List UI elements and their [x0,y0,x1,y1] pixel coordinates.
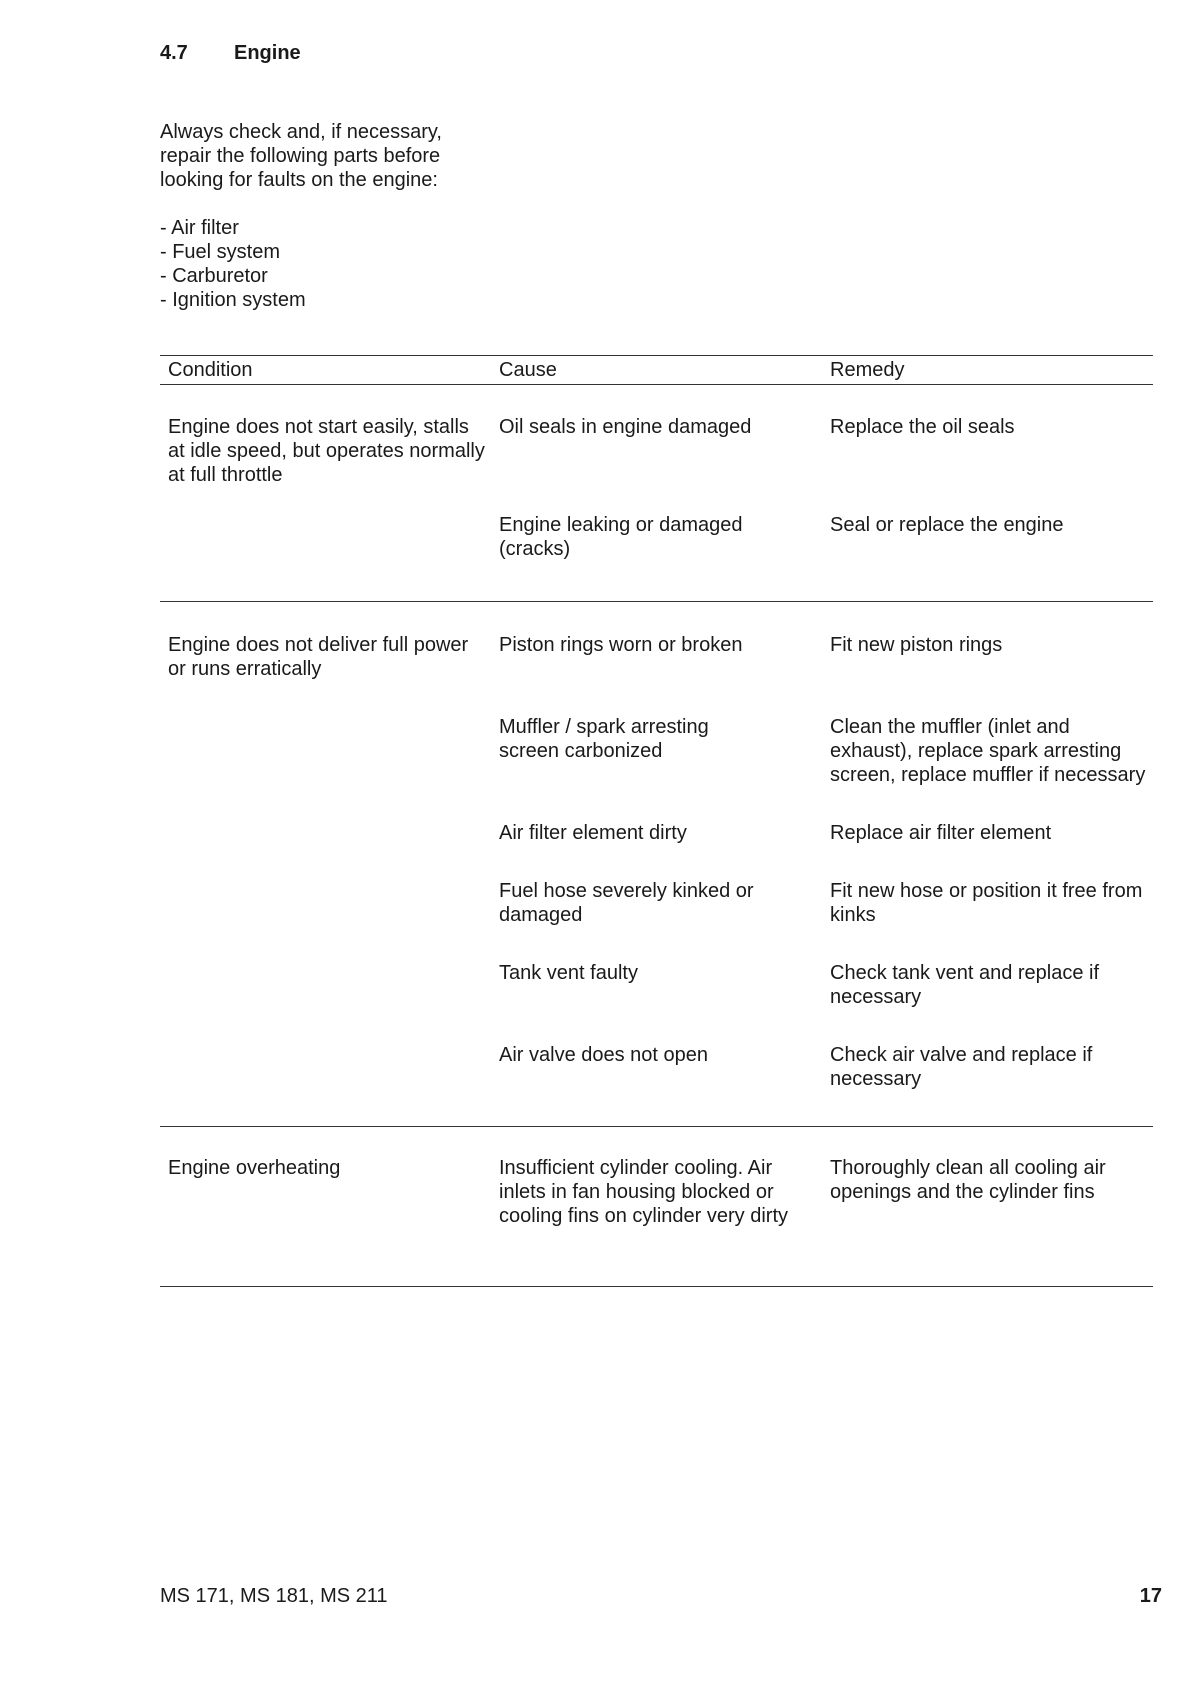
cause-cell: Insufficient cylinder cooling. Air inlets in fan housing blocked or cooling fins on cylinder very dirty [499,1157,789,1227]
check-list [160,216,306,312]
cause-cell: Air filter element dirty [499,822,687,844]
table-row [160,961,1153,1043]
remedy-cell: Check air valve and replace if necessary [830,1044,1093,1090]
cause-cell: Fuel hose severely kinked or damaged [499,880,754,926]
cause-cell: Piston rings worn or broken [499,634,743,656]
table-header [160,355,1153,385]
remedy-cell: Thoroughly clean all cooling air openings and the cylinder fins [830,1157,1106,1203]
table-row [160,821,1153,879]
table-row [160,602,1153,715]
header-remedy: Remedy [830,359,905,381]
remedy-cell: Fit new hose or position it free from kinks [830,880,1143,926]
remedy-cell: Clean the muffler (inlet and exhaust), replace spark arresting screen, replace muffler if necessary [830,716,1146,786]
remedy-cell: Replace air filter element [830,822,1052,844]
remedy-cell: Replace the oil seals [830,416,1015,438]
table-row [160,1127,1153,1228]
check-item: - Fuel system [160,241,281,263]
header-cause: Cause [499,359,557,381]
intro-text: Always check and, if necessary, repair the following parts before looking for faults on the engine: [160,121,442,191]
footer-models: MS 171, MS 181, MS 211 [160,1585,388,1607]
table-row [160,715,1153,821]
condition-cell: Engine does not start easily, stalls at idle speed, but operates normally at full throttle [168,416,485,486]
section-number: 4.7 [160,42,188,64]
cause-cell: Oil seals in engine damaged [499,416,752,438]
check-item: - Air filter [160,217,239,239]
condition-cell: Engine does not deliver full power or runs erratically [168,634,469,680]
table-row [160,1043,1153,1091]
remedy-cell: Check tank vent and replace if necessary [830,962,1100,1008]
table-group [160,1127,1153,1287]
table-row [160,385,1153,513]
check-item: - Ignition system [160,289,306,311]
table-group [160,385,1153,602]
section-title: Engine [234,42,301,64]
table-row [160,879,1153,961]
remedy-cell: Fit new piston rings [830,634,1003,656]
section-heading [160,42,301,65]
check-item: - Carburetor [160,265,268,287]
cause-cell: Tank vent faulty [499,962,638,984]
cause-cell: Engine leaking or damaged (cracks) [499,514,743,560]
table-group [160,602,1153,1127]
remedy-cell: Seal or replace the engine [830,514,1064,536]
header-condition: Condition [168,359,253,381]
cause-cell: Muffler / spark arresting screen carbonized [499,716,709,762]
cause-cell: Air valve does not open [499,1044,709,1066]
condition-cell: Engine overheating [168,1157,341,1179]
troubleshooting-table [160,355,1153,1287]
page-number: 17 [1139,1585,1162,1607]
table-row [160,513,1153,561]
